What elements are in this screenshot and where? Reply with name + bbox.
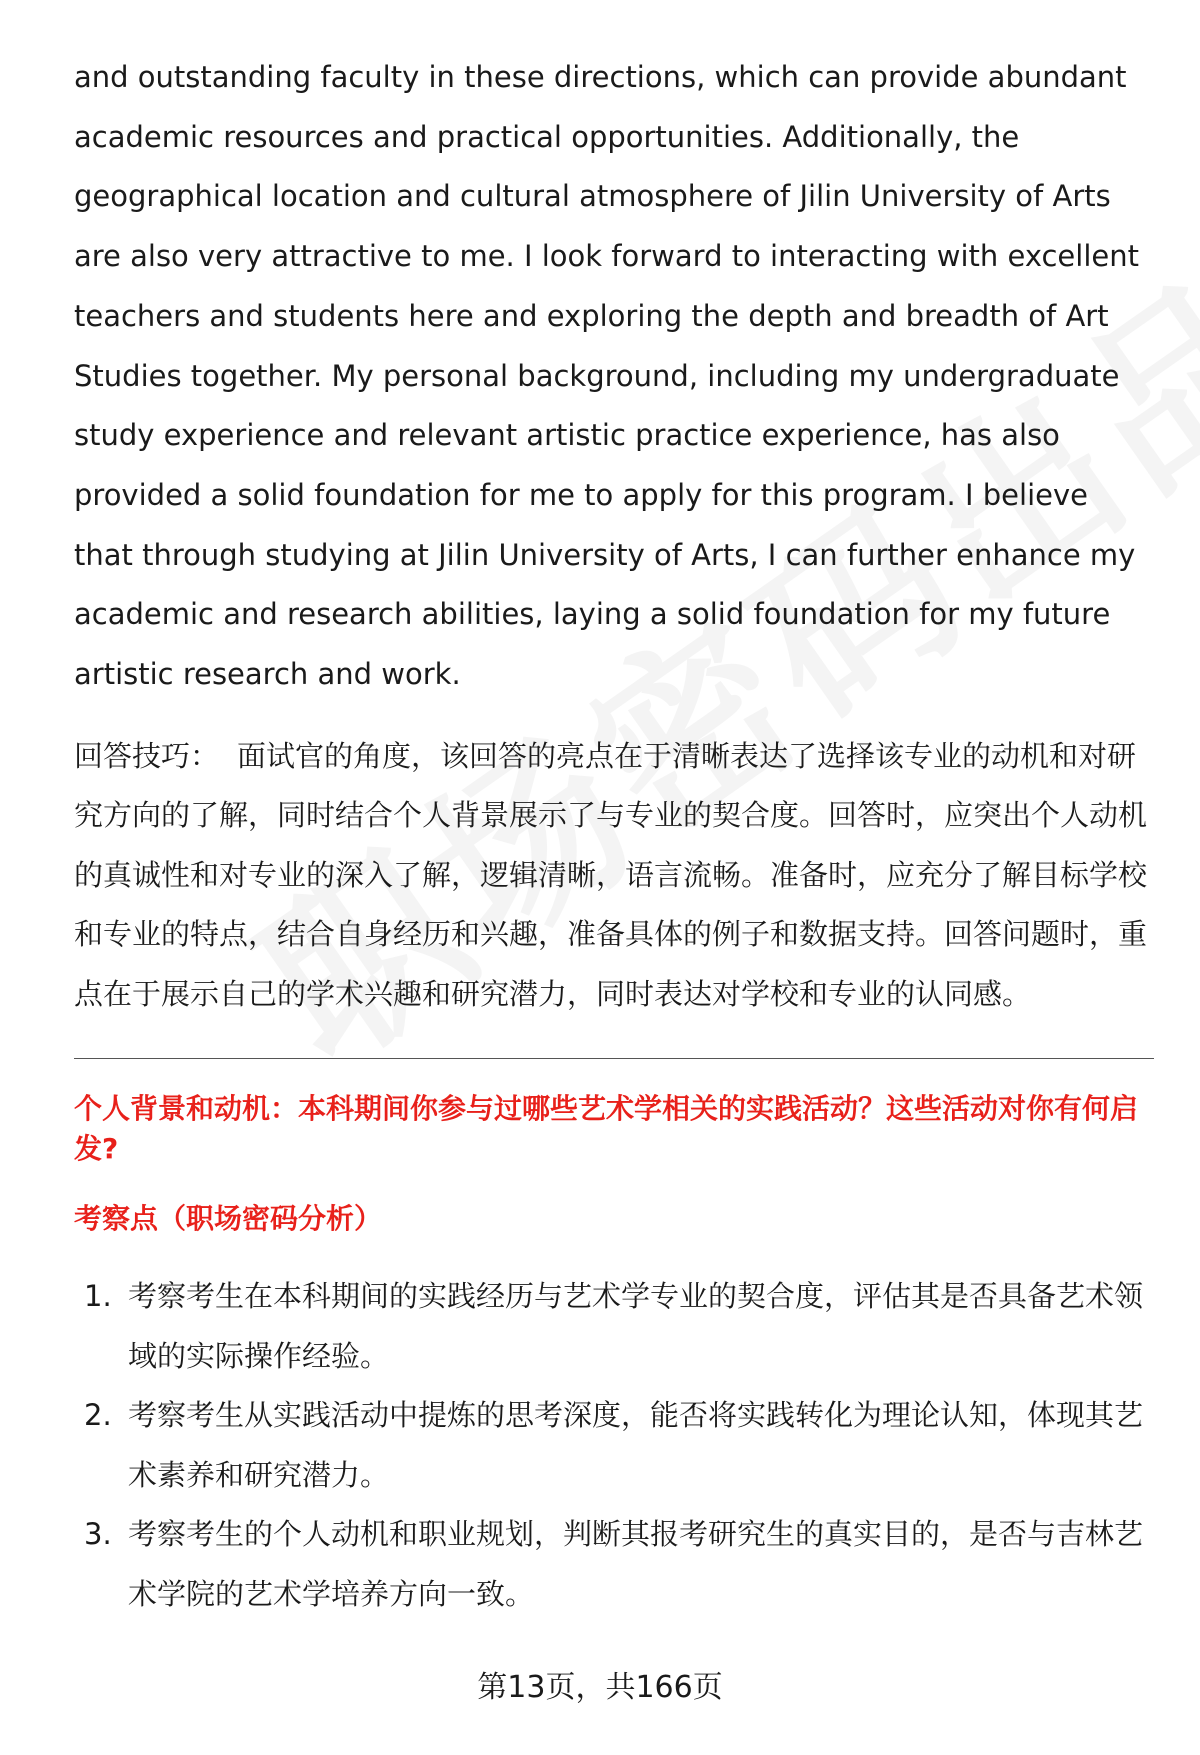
list-item-text: 考察考生从实践活动中提炼的思考深度，能否将实践转化为理论认知，体现其艺术素养和研究潜力。	[128, 1398, 1144, 1492]
question-heading: 个人背景和动机：本科期间你参与过哪些艺术学相关的实践活动？这些活动对你有何启发?	[74, 1092, 1139, 1166]
tips-text: 面试官的角度，该回答的亮点在于清晰表达了选择该专业的动机和对研究方向的了解，同时结合个人背景展示了与专业的契合度。回答时，应突出个人动机的真诚性和对专业的深入了解，逻辑清晰，语言流畅。准备时，应充分了解目标学校和专业的特点，结合自身经历和兴趣，准备具体的例子和数据支持。回答问题时，重点在于展示自己的学术兴趣和研究潜力，同时表达对学校和专业的认同感。	[74, 738, 1148, 1011]
answer-paragraph-english: and outstanding faculty in these directions, which can provide abundant academic resources and practical opportunities. Additionally, the geographical location and cultural atmosphere of Jilin University of Arts are also very attractive to me. I look forward to interacting with excellent teachers and students here and exploring the depth and breadth of Art Studies together. My personal background, including my undergraduate study experience and relevant artistic practice experience, has also provided a solid foundation for me to apply for this program. I believe that through studying at Jilin University of Arts, I can further enhance my academic and research abilities, laying a solid foundation for my future artistic research and work.	[74, 60, 1139, 692]
section-divider	[74, 1058, 1154, 1059]
list-item-number: 3.	[84, 1517, 112, 1552]
tips-label: 回答技巧：	[74, 738, 220, 773]
assessment-points-heading: 考察点（职场密码分析）	[74, 1202, 383, 1236]
list-item-number: 1.	[84, 1279, 112, 1314]
list-item-text: 考察考生在本科期间的实践经历与艺术学专业的契合度，评估其是否具备艺术领域的实际操作经验。	[128, 1279, 1144, 1373]
document-page	[74, 48, 1154, 1624]
assessment-points-list	[74, 1267, 1154, 1624]
answer-tips	[74, 727, 1154, 1025]
list-item	[74, 1386, 1154, 1505]
list-item	[74, 1505, 1154, 1624]
list-item	[74, 1267, 1154, 1386]
list-item-number: 2.	[84, 1398, 112, 1433]
page-number-footer: 第13页，共166页	[477, 1670, 723, 1705]
list-item-text: 考察考生的个人动机和职业规划，判断其报考研究生的真实目的，是否与吉林艺术学院的艺术学培养方向一致。	[128, 1517, 1144, 1611]
